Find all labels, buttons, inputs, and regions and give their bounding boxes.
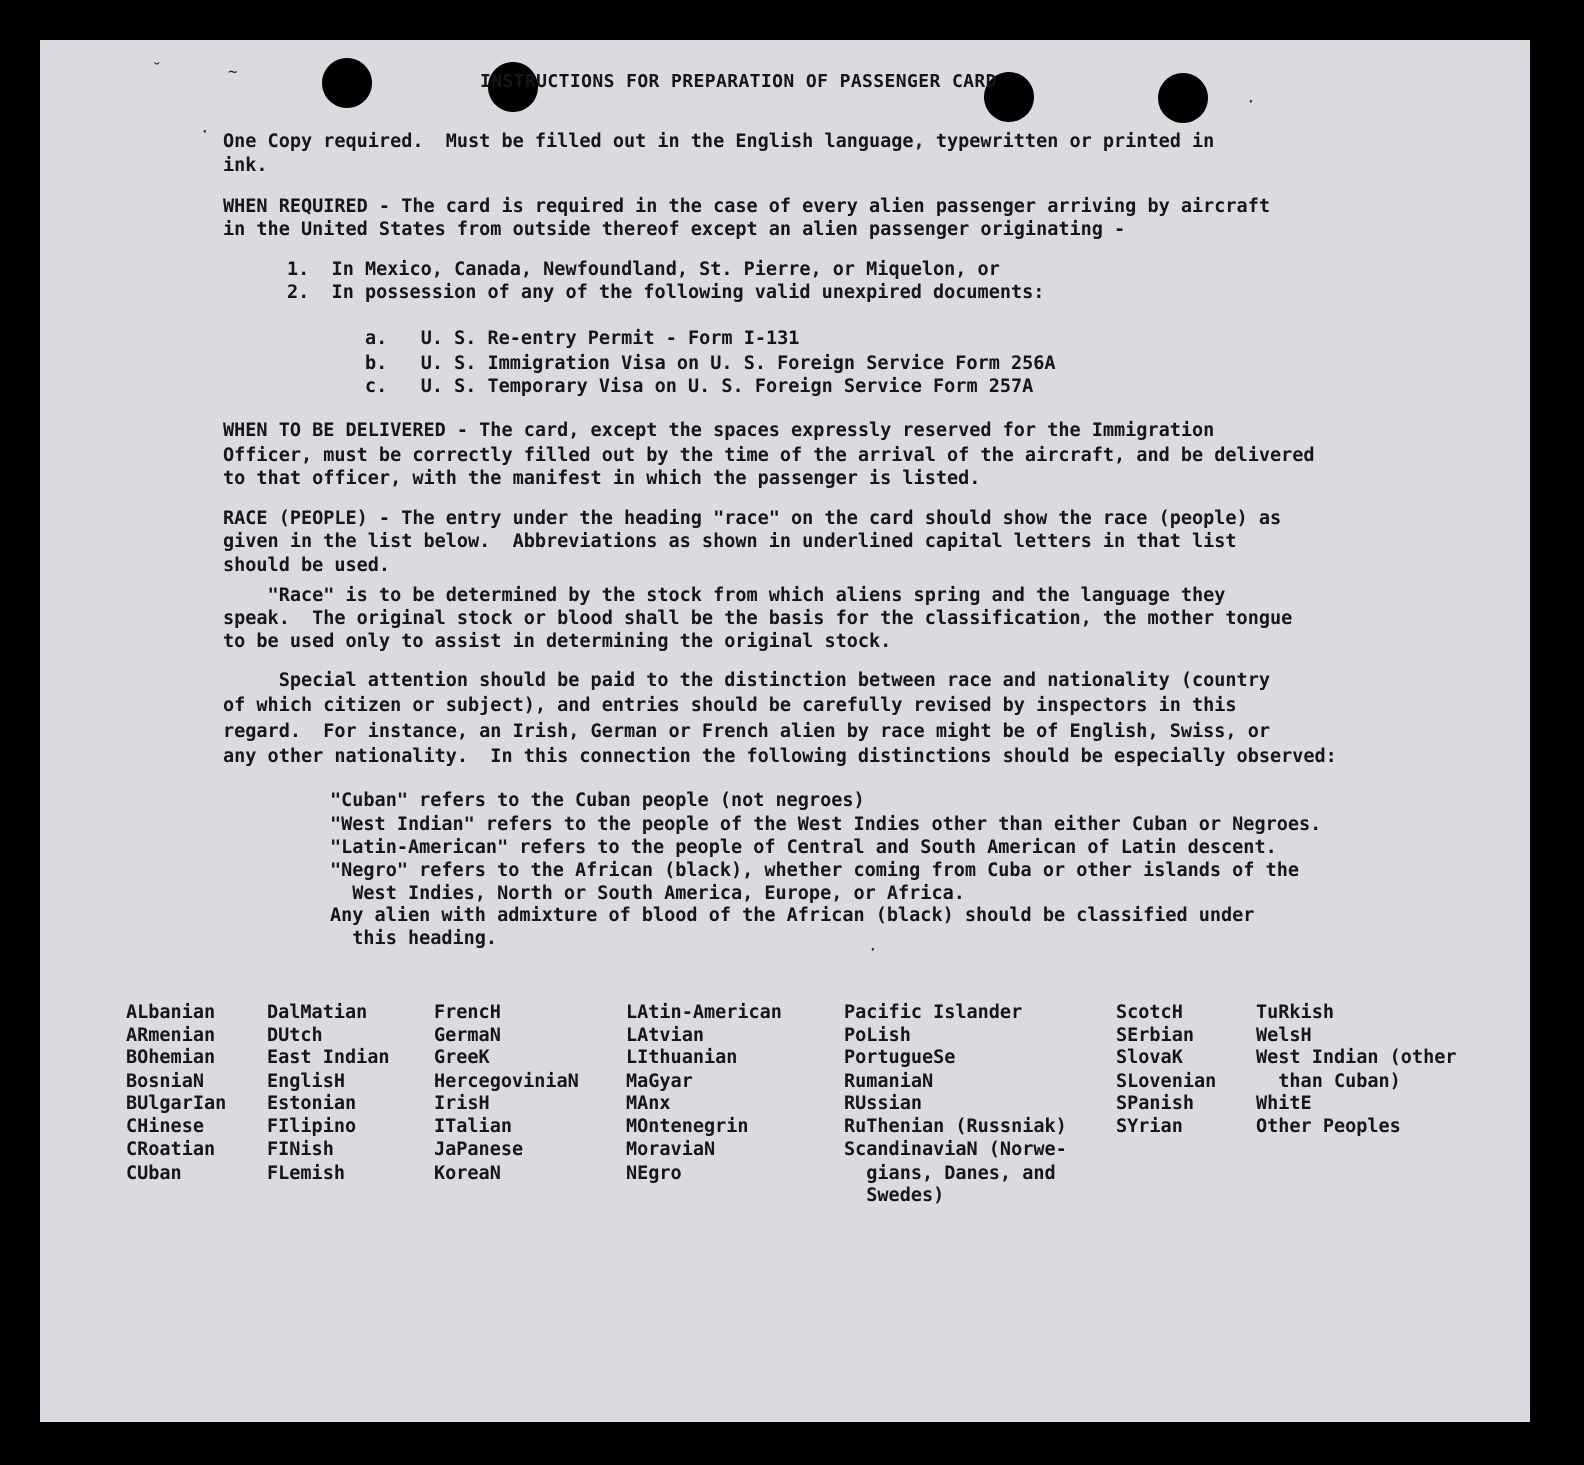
text-line: any other nationality. In this connection the following distinctions should be especially observed: — [223, 746, 1337, 767]
race-entry: EnglisH — [267, 1071, 345, 1092]
race-entry: ScotcH — [1116, 1002, 1183, 1023]
race-entry: FIlipino — [267, 1116, 357, 1137]
race-entry: West Indian (other — [1256, 1047, 1457, 1068]
race-entry: SYrian — [1116, 1116, 1183, 1137]
list-item: a. U. S. Re-entry Permit - Form I-131 — [365, 328, 800, 349]
race-entry: CHinese — [126, 1116, 204, 1137]
race-entry: Swedes) — [844, 1185, 945, 1206]
race-entry: ScandinaviaN (Norwe- — [844, 1139, 1067, 1160]
text-line: WHEN TO BE DELIVERED - The card, except the spaces expressly reserved for the Immigration — [223, 420, 1215, 441]
text-line: of which citizen or subject), and entries should be carefully revised by inspectors in this — [223, 695, 1237, 716]
race-entry: LIthuanian — [626, 1047, 738, 1068]
punch-hole — [1158, 73, 1208, 123]
race-entry: GermaN — [434, 1025, 501, 1046]
list-item: Any alien with admixture of blood of the African (black) should be classified under — [330, 905, 1255, 926]
race-entry: East Indian — [267, 1047, 390, 1068]
list-item: "West Indian" refers to the people of the West Indies other than either Cuban or Negroes. — [330, 814, 1322, 835]
race-entry: JaPanese — [434, 1139, 524, 1160]
text-line: Officer, must be correctly filled out by the time of the arrival of the aircraft, and be delivered — [223, 445, 1315, 466]
list-item: "Negro" refers to the African (black), whether coming from Cuba or other islands of the — [330, 860, 1300, 881]
race-entry: FrencH — [434, 1002, 501, 1023]
race-entry: CRoatian — [126, 1139, 216, 1160]
race-entry: LAtvian — [626, 1025, 704, 1046]
ink-speck: · — [200, 122, 210, 141]
list-item: this heading. — [330, 928, 498, 949]
race-entry: KoreaN — [434, 1163, 501, 1184]
text-line: should be used. — [223, 555, 391, 576]
text-line: given in the list below. Abbreviations as shown in underlined capital letters in that list — [223, 531, 1237, 552]
race-entry: ARmenian — [126, 1025, 216, 1046]
text-line: Special attention should be paid to the distinction between race and nationality (country — [223, 670, 1270, 691]
race-entry: PoLish — [844, 1025, 911, 1046]
race-entry: FLemish — [267, 1163, 345, 1184]
race-entry: BOhemian — [126, 1047, 216, 1068]
race-entry: Pacific Islander — [844, 1002, 1023, 1023]
ink-speck: · — [1246, 92, 1256, 111]
ink-speck: ~ — [228, 62, 238, 81]
race-entry: CUban — [126, 1163, 182, 1184]
ink-speck: ˘ — [152, 60, 162, 79]
race-entry: BosniaN — [126, 1071, 204, 1092]
race-entry: Estonian — [267, 1093, 357, 1114]
text-line: RACE (PEOPLE) - The entry under the heading "race" on the card should show the race (people) as — [223, 508, 1282, 529]
list-item: "Latin-American" refers to the people of Central and South American of Latin descent. — [330, 837, 1277, 858]
race-entry: RUssian — [844, 1093, 922, 1114]
list-item: West Indies, North or South America, Europe, or Africa. — [330, 883, 965, 904]
race-entry: TuRkish — [1256, 1002, 1334, 1023]
text-line: "Race" is to be determined by the stock from which aliens spring and the language they — [223, 585, 1226, 606]
document-title: INSTRUCTIONS FOR PREPARATION OF PASSENGER CARD — [480, 71, 997, 92]
race-entry: than Cuban) — [1256, 1071, 1401, 1092]
text-line: WHEN REQUIRED - The card is required in the case of every alien passenger arriving by aircraft — [223, 196, 1270, 217]
race-entry: MOntenegrin — [626, 1116, 749, 1137]
text-line: ink. — [223, 155, 268, 176]
race-entry: MAnx — [626, 1093, 671, 1114]
race-entry: DUtch — [267, 1025, 323, 1046]
list-item: 1. In Mexico, Canada, Newfoundland, St. Pierre, or Miquelon, or — [287, 259, 1000, 280]
list-item: "Cuban" refers to the Cuban people (not negroes) — [330, 790, 865, 811]
race-entry: WelsH — [1256, 1025, 1312, 1046]
race-entry: Other Peoples — [1256, 1116, 1401, 1137]
race-entry: ALbanian — [126, 1002, 216, 1023]
punch-hole — [322, 58, 372, 108]
text-line: speak. The original stock or blood shall be the basis for the classification, the mother tongue — [223, 608, 1293, 629]
text-line: to that officer, with the manifest in which the passenger is listed. — [223, 468, 981, 489]
race-entry: SLovenian — [1116, 1071, 1217, 1092]
list-item: b. U. S. Immigration Visa on U. S. Foreign Service Form 256A — [365, 353, 1056, 374]
race-entry: HercegoviniaN — [434, 1071, 579, 1092]
text-line: in the United States from outside thereof except an alien passenger originating - — [223, 219, 1126, 240]
race-entry: RuThenian (Russniak) — [844, 1116, 1067, 1137]
text-line: One Copy required. Must be filled out in the English language, typewritten or printed in — [223, 131, 1215, 152]
race-entry: ITalian — [434, 1116, 512, 1137]
race-entry: MaGyar — [626, 1071, 693, 1092]
list-item: 2. In possession of any of the following valid unexpired documents: — [287, 282, 1045, 303]
race-entry: SPanish — [1116, 1093, 1194, 1114]
race-entry: SErbian — [1116, 1025, 1194, 1046]
ink-speck: · — [868, 940, 878, 959]
race-entry: GreeK — [434, 1047, 490, 1068]
race-entry: WhitE — [1256, 1093, 1312, 1114]
race-entry: MoraviaN — [626, 1139, 716, 1160]
race-entry: SlovaK — [1116, 1047, 1183, 1068]
race-entry: LAtin-American — [626, 1002, 782, 1023]
race-entry: FINish — [267, 1139, 334, 1160]
race-entry: BUlgarIan — [126, 1093, 227, 1114]
race-entry: gians, Danes, and — [844, 1163, 1056, 1184]
race-entry: IrisH — [434, 1093, 490, 1114]
text-line: regard. For instance, an Irish, German or French alien by race might be of English, Swiss, or — [223, 721, 1270, 742]
document-page — [40, 40, 1530, 1422]
race-entry: PortugueSe — [844, 1047, 956, 1068]
race-entry: NEgro — [626, 1163, 682, 1184]
text-line: to be used only to assist in determining the original stock. — [223, 631, 892, 652]
race-entry: DalMatian — [267, 1002, 368, 1023]
list-item: c. U. S. Temporary Visa on U. S. Foreign Service Form 257A — [365, 376, 1034, 397]
race-entry: RumaniaN — [844, 1071, 934, 1092]
